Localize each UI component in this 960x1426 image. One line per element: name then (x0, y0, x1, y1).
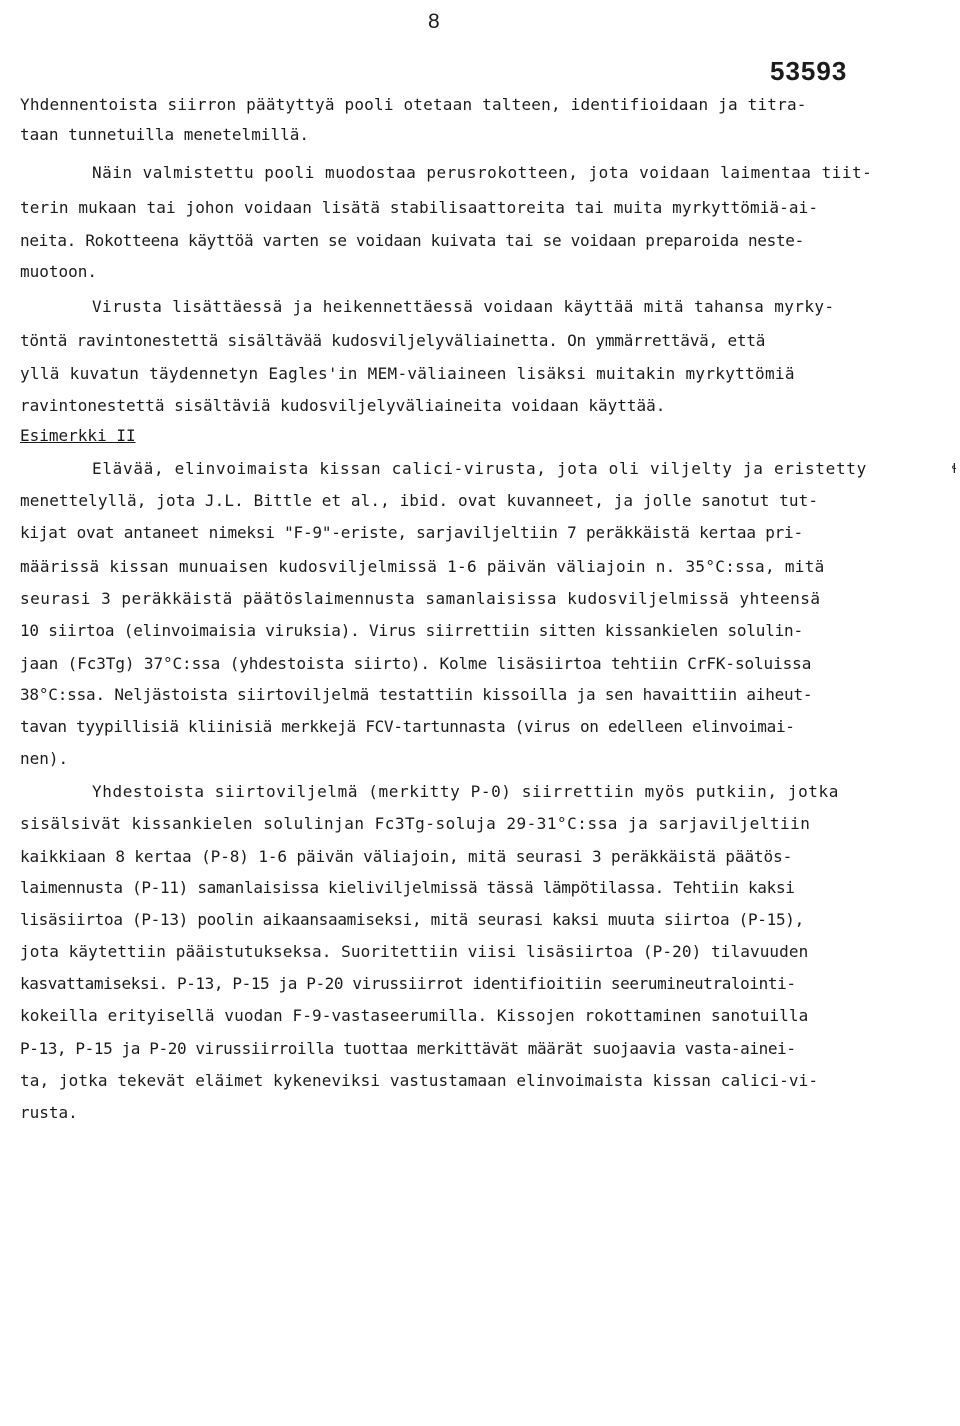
text-line: kasvattamiseksi. P-13, P-15 ja P-20 virussiirrot identifioitiin seerumineutralointi- (20, 974, 796, 993)
text-line: nen). (20, 749, 69, 768)
text-line: rusta. (20, 1103, 78, 1122)
text-line: neita. Rokotteena käyttöä varten se voidaan kuivata tai se voidaan preparoida neste- (20, 231, 804, 250)
text-line: 10 siirtoa (elinvoimaisia viruksia). Virus siirrettiin sitten kissankielen solulin- (20, 621, 803, 640)
text-line: Virusta lisättäessä ja heikennettäessä voidaan käyttää mitä tahansa myrky- (92, 297, 835, 316)
text-line: Yhdennentoista siirron päätyttyä pooli otetaan talteen, identifioidaan ja titra- (20, 95, 807, 114)
text-line: laimennusta (P-11) samanlaisissa kieliviljelmissä tässä lämpötilassa. Tehtiin kaksi (20, 878, 795, 897)
text-line: ta, jotka tekevät eläimet kykeneviksi vastustamaan elinvoimaista kissan calici-vi- (20, 1071, 819, 1090)
text-line: määrissä kissan munuaisen kudosviljelmissä 1-6 päivän väliajoin n. 35°C:ssa, mitä (20, 557, 825, 576)
text-line: seurasi 3 peräkkäistä päätöslaimennusta samanlaisissa kudosviljelmissä yhteensä (20, 589, 821, 608)
text-line: Näin valmistettu pooli muodostaa perusrokotteen, jota voidaan laimentaa tiit- (92, 163, 873, 182)
text-line: muotoon. (20, 262, 98, 281)
text-line: kokeilla erityisellä vuodan F-9-vastaseerumilla. Kissojen rokottaminen sanotuilla (20, 1006, 809, 1025)
text-line: taan tunnetuilla menetelmillä. (20, 125, 309, 144)
page-number: 8 (428, 10, 440, 33)
text-line: yllä kuvatun täydennetyn Eagles'in MEM-väliaineen lisäksi muitakin myrkyttömiä (20, 364, 795, 383)
text-line: lisäsiirtoa (P-13) poolin aikaansaamiseksi, mitä seurasi kaksi muuta siirtoa (P-15), (20, 910, 804, 929)
text-line: tavan tyypillisiä kliinisiä merkkejä FCV-tartunnasta (virus on edelleen elinvoimai- (20, 717, 795, 736)
text-line: töntä ravintonestettä sisältävää kudosviljelyväliainetta. On ymmärrettävä, että (20, 331, 766, 350)
text-line: Elävää, elinvoimaista kissan calici-virusta, jota oli viljelty ja eristetty (92, 459, 867, 478)
text-line: ravintonestettä sisältäviä kudosviljelyväliaineita voidaan käyttää. (20, 396, 666, 415)
text-line: Yhdestoista siirtoviljelmä (merkitty P-0) siirrettiin myös putkiin, jotka (92, 782, 839, 801)
section-heading: Esimerkki II (20, 426, 136, 445)
text-line: jaan (Fc3Tg) 37°C:ssa (yhdestoista siirto). Kolme lisäsiirtoa tehtiin CrFK-soluissa (20, 654, 812, 673)
text-line: menettelyllä, jota J.L. Bittle et al., ibid. ovat kuvanneet, ja jolle sanotut tut- (20, 491, 819, 510)
text-line: 38°C:ssa. Neljästoista siirtoviljelmä testattiin kissoilla ja sen havaittiin aiheut- (20, 685, 813, 704)
margin-mark: ɬ (952, 460, 957, 476)
text-line: sisälsivät kissankielen solulinjan Fc3Tg-soluja 29-31°C:ssa ja sarjaviljeltiin (20, 814, 811, 833)
text-line: jota käytettiin pääistutukseksa. Suoritettiin viisi lisäsiirtoa (P-20) tilavuuden (20, 942, 809, 961)
text-line: kijat ovat antaneet nimeksi "F-9"-eriste, sarjaviljeltiin 7 peräkkäistä kertaa pri- (20, 523, 803, 542)
text-line: terin mukaan tai johon voidaan lisätä stabilisaattoreita tai muita myrkyttömiä-ai- (20, 198, 819, 217)
document-number: 53593 (770, 56, 848, 86)
text-line: kaikkiaan 8 kertaa (P-8) 1-6 päivän väliajoin, mitä seurasi 3 peräkkäistä päätös- (20, 847, 793, 866)
text-line: P-13, P-15 ja P-20 virussiirroilla tuottaa merkittävät määrät suojaavia vasta-ainei- (20, 1039, 796, 1058)
